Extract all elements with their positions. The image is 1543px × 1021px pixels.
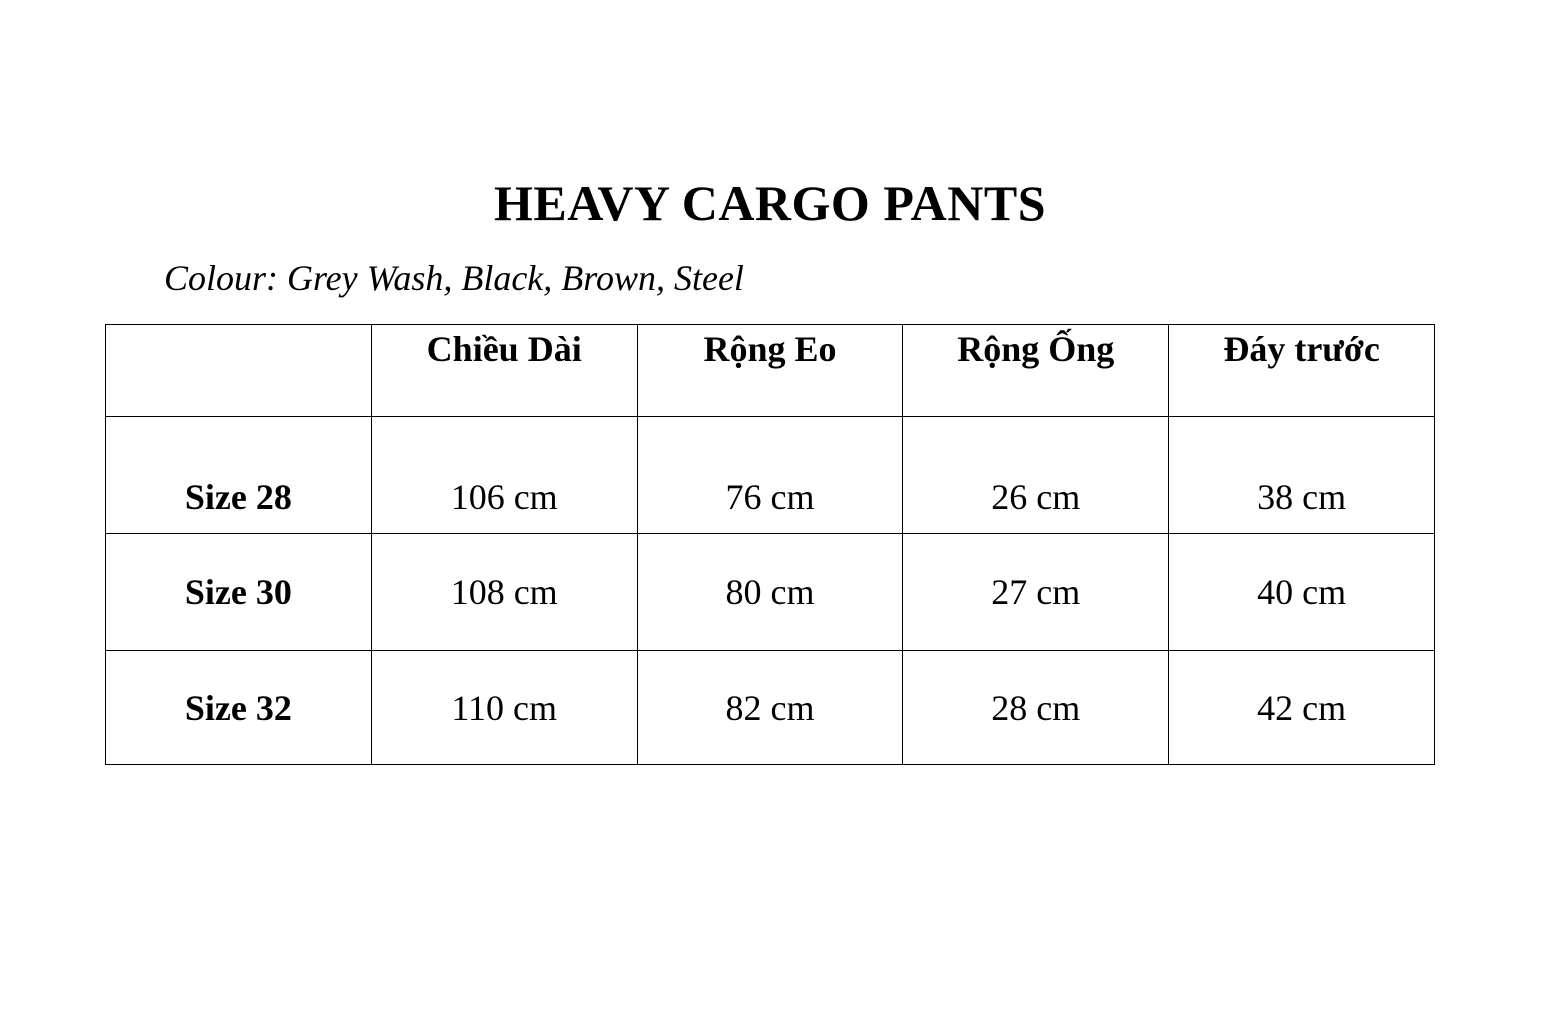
table-cell: 40 cm — [1169, 534, 1435, 651]
table-row — [106, 534, 1435, 651]
table-row — [106, 651, 1435, 765]
table-cell: 27 cm — [903, 534, 1169, 651]
table-cell: 110 cm — [371, 651, 637, 765]
header-cell-length: Chiều Dài — [371, 325, 637, 417]
header-cell-front-rise: Đáy trước — [1169, 325, 1435, 417]
header-cell-waist: Rộng Eo — [637, 325, 903, 417]
table-cell: 26 cm — [903, 417, 1169, 534]
table-header-row — [106, 325, 1435, 417]
table-cell: 80 cm — [637, 534, 903, 651]
header-cell-leg-opening: Rộng Ống — [903, 325, 1169, 417]
table-row — [106, 417, 1435, 534]
table-cell: 108 cm — [371, 534, 637, 651]
header-cell-empty — [106, 325, 372, 417]
size-chart-table — [105, 324, 1435, 765]
table-cell: 28 cm — [903, 651, 1169, 765]
table-cell: 38 cm — [1169, 417, 1435, 534]
table-cell: 106 cm — [371, 417, 637, 534]
colour-line: Colour: Grey Wash, Black, Brown, Steel — [164, 258, 744, 298]
page-title: HEAVY CARGO PANTS — [493, 175, 1047, 231]
row-label-size-32: Size 32 — [106, 651, 372, 765]
table-cell: 42 cm — [1169, 651, 1435, 765]
table-cell: 82 cm — [637, 651, 903, 765]
table-cell: 76 cm — [637, 417, 903, 534]
row-label-size-30: Size 30 — [106, 534, 372, 651]
row-label-size-28: Size 28 — [106, 417, 372, 534]
